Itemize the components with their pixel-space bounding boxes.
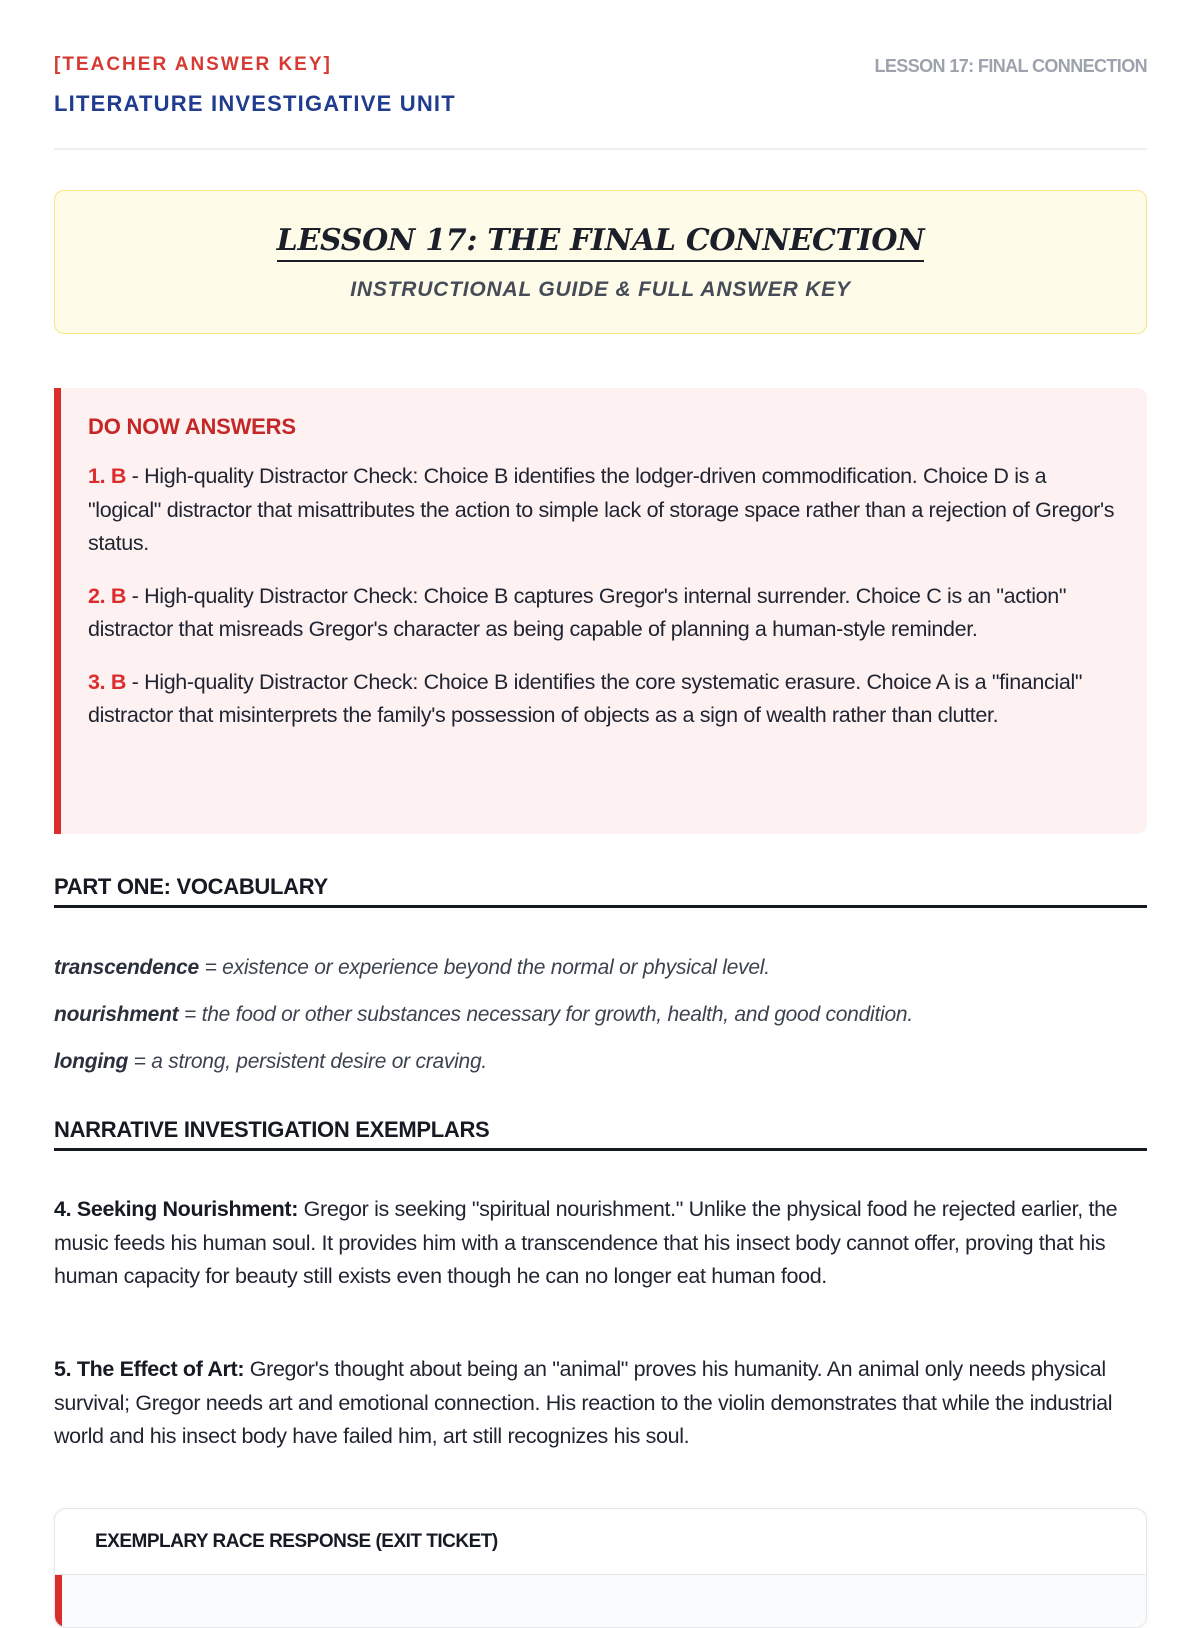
vocab-entry [54, 956, 1147, 980]
answer-text: - High-quality Distractor Check: Choice B identifies the lodger-driven commodification. Choice D is a "logical" distractor that misattributes the action to simple lack of storage space rather than a rejection of Gregor's status. [88, 464, 1115, 555]
do-now-answers-box [54, 388, 1147, 834]
answer-key-page [54, 0, 1147, 1552]
exit-ticket-body [55, 1575, 1146, 1628]
page-header [54, 0, 1147, 150]
vocabulary-heading: PART ONE: VOCABULARY [54, 874, 1147, 908]
vocab-term: transcendence [54, 956, 199, 979]
answer-key-tag: [TEACHER ANSWER KEY] [54, 54, 332, 75]
vocab-entry [54, 1003, 1147, 1027]
exemplars-heading: NARRATIVE INVESTIGATION EXEMPLARS [54, 1117, 1147, 1151]
vocab-definition: = the food or other substances necessary for growth, health, and good condition. [178, 1003, 913, 1026]
answer-number: 3. B [88, 669, 127, 694]
answer-text: - High-quality Distractor Check: Choice B captures Gregor's internal surrender. Choice C is an "action" distractor that misreads Gregor's character as being capable of planning a human-style reminder. [88, 583, 1067, 641]
vocab-term: nourishment [54, 1003, 179, 1026]
exit-ticket-accent-bar [55, 1575, 62, 1628]
answer-number: 1. B [88, 464, 127, 488]
exemplar-label: 4. Seeking Nourishment: [54, 1197, 299, 1221]
exemplar-answer [54, 1193, 1147, 1294]
vocab-definition: = existence or experience beyond the normal or physical level. [198, 956, 770, 979]
lesson-title [55, 223, 1146, 258]
lesson-subtitle: INSTRUCTIONAL GUIDE & FULL ANSWER KEY [350, 278, 851, 301]
do-now-answer [88, 580, 1121, 647]
vocab-entry [54, 1050, 1147, 1074]
exit-ticket-title: EXEMPLARY RACE RESPONSE (EXIT TICKET) [95, 1531, 498, 1552]
answer-text: - High-quality Distractor Check: Choice B identifies the core systematic erasure. Choice A is a "financial" distractor that misinterprets the family's possession of objects as a sign of wealth rather than clutter. [88, 669, 1083, 727]
exemplar-text: Gregor's thought about being an "animal" proves his humanity. An animal only needs physical survival; Gregor needs art and emotional connection. His reaction to the violin demonstrates that while the industrial world and his insect body have failed him, art still recognizes his soul. [54, 1357, 1113, 1448]
vocab-term: longing [54, 1050, 129, 1073]
exemplar-text: Gregor is seeking "spiritual nourishment." Unlike the physical food he rejected earlier, the music feeds his human soul. It provides him with a transcendence that his insect body cannot offer, proving that his human capacity for beauty still exists even though he can no longer eat human food. [54, 1197, 1118, 1288]
vocab-definition: = a strong, persistent desire or craving. [128, 1050, 487, 1073]
lesson-label: LESSON 17: FINAL CONNECTION [874, 56, 1147, 76]
do-now-answer [88, 460, 1121, 561]
exit-ticket-card [54, 1508, 1147, 1628]
unit-title: LITERATURE INVESTIGATIVE UNIT [54, 91, 456, 116]
lesson-title-banner [54, 190, 1147, 334]
exit-ticket-header [55, 1509, 1146, 1575]
answer-number: 2. B [88, 583, 127, 608]
do-now-heading: DO NOW ANSWERS [88, 414, 296, 439]
exemplar-answer [54, 1353, 1147, 1454]
do-now-answer [88, 666, 1121, 733]
lesson-title-text: LESSON 17: THE FINAL CONNECTION [277, 223, 925, 262]
exemplar-label: 5. The Effect of Art: [54, 1357, 245, 1381]
